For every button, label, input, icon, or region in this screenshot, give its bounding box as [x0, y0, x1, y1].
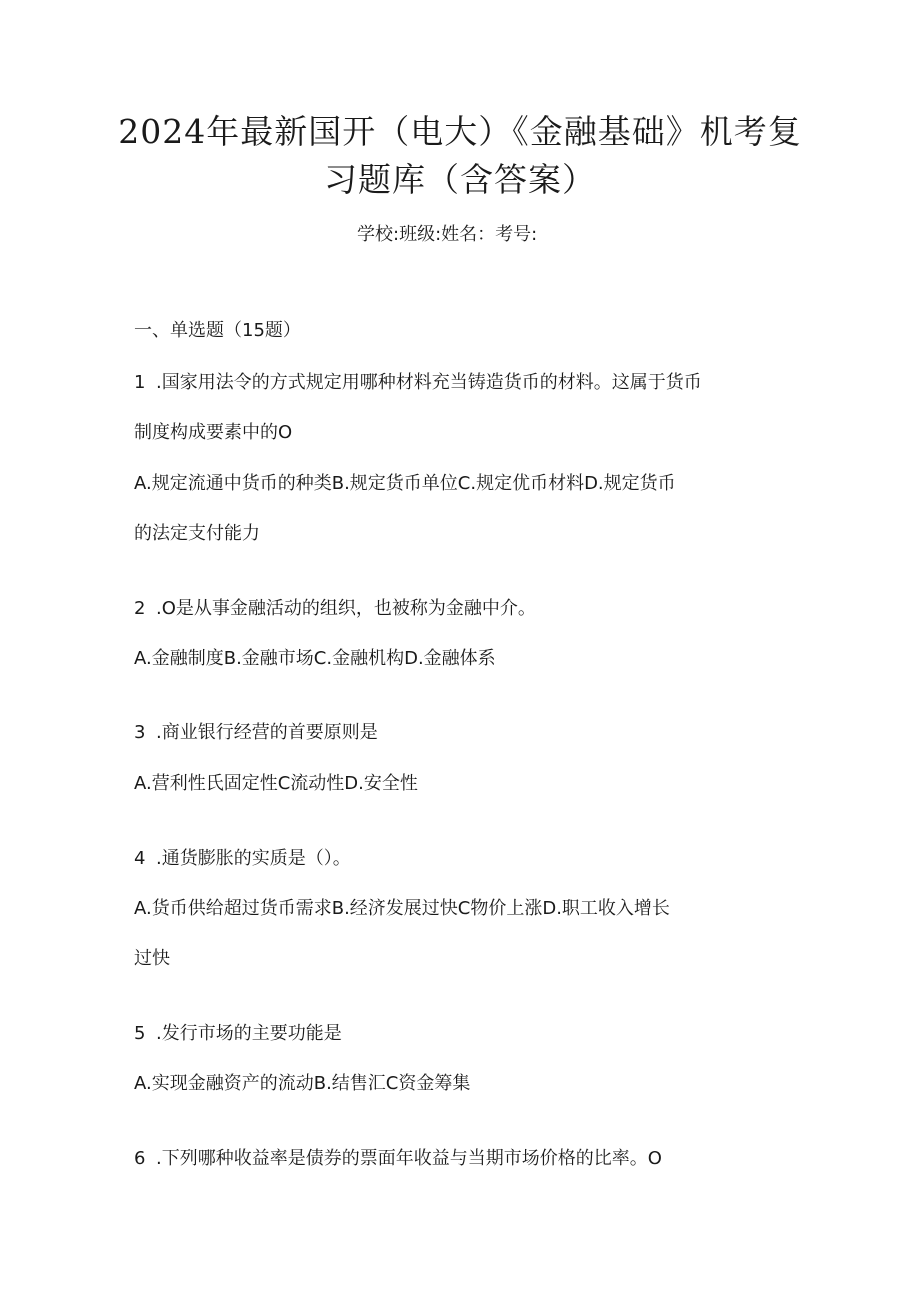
question-1-options: A.规定流通中货币的种类B.规定货币单位C.规定优币材料D.规定货币 [134, 473, 676, 494]
question-text: .国家用法令的方式规定用哪种材料充当铸造货币的材料。这属于货币 [156, 372, 702, 393]
question-number: 1 [134, 372, 146, 393]
question-5-options: A.实现金融资产的流动B.结售汇C资金筹集 [134, 1073, 471, 1094]
question-2-text [134, 596, 536, 622]
student-info-line: 学校:班级:姓名：考号: [357, 224, 538, 245]
document-title-line-1: 2024年最新国开（电大）《金融基础》机考复 [118, 112, 802, 151]
question-4-options-continued: 过快 [134, 948, 170, 969]
question-2-options: A.金融制度B.金融市场C.金融机构D.金融体系 [134, 648, 496, 669]
question-number: 6 [134, 1148, 146, 1169]
question-6-text [134, 1146, 662, 1172]
question-1-options-continued: 的法定支付能力 [134, 523, 260, 544]
question-4-options: A.货币供给超过货币需求B.经济发展过快C物价上涨D.职工收入增长 [134, 898, 670, 919]
question-text: .商业银行经营的首要原则是 [156, 722, 378, 743]
question-text: .下列哪种收益率是债券的票面年收益与当期市场价格的比率。O [156, 1148, 662, 1169]
question-number: 4 [134, 848, 146, 869]
question-number: 5 [134, 1023, 146, 1044]
question-5-text [134, 1021, 342, 1047]
question-3-text [134, 720, 378, 746]
question-3-options: A.营利性氏固定性C流动性D.安全性 [134, 773, 418, 794]
question-text: .O是从事金融活动的组织，也被称为金融中介。 [156, 598, 536, 619]
question-4-text [134, 846, 351, 872]
question-text: .发行市场的主要功能是 [156, 1023, 342, 1044]
question-number: 2 [134, 598, 146, 619]
section-heading: 一、单选题（15题） [134, 320, 301, 341]
question-1-text [134, 370, 702, 396]
question-number: 3 [134, 722, 146, 743]
question-text: .通货膨胀的实质是（）。 [156, 848, 351, 869]
document-title-line-2: 习题库（含答案） [324, 160, 596, 199]
question-1-text-continued: 制度构成要素中的O [134, 422, 293, 443]
